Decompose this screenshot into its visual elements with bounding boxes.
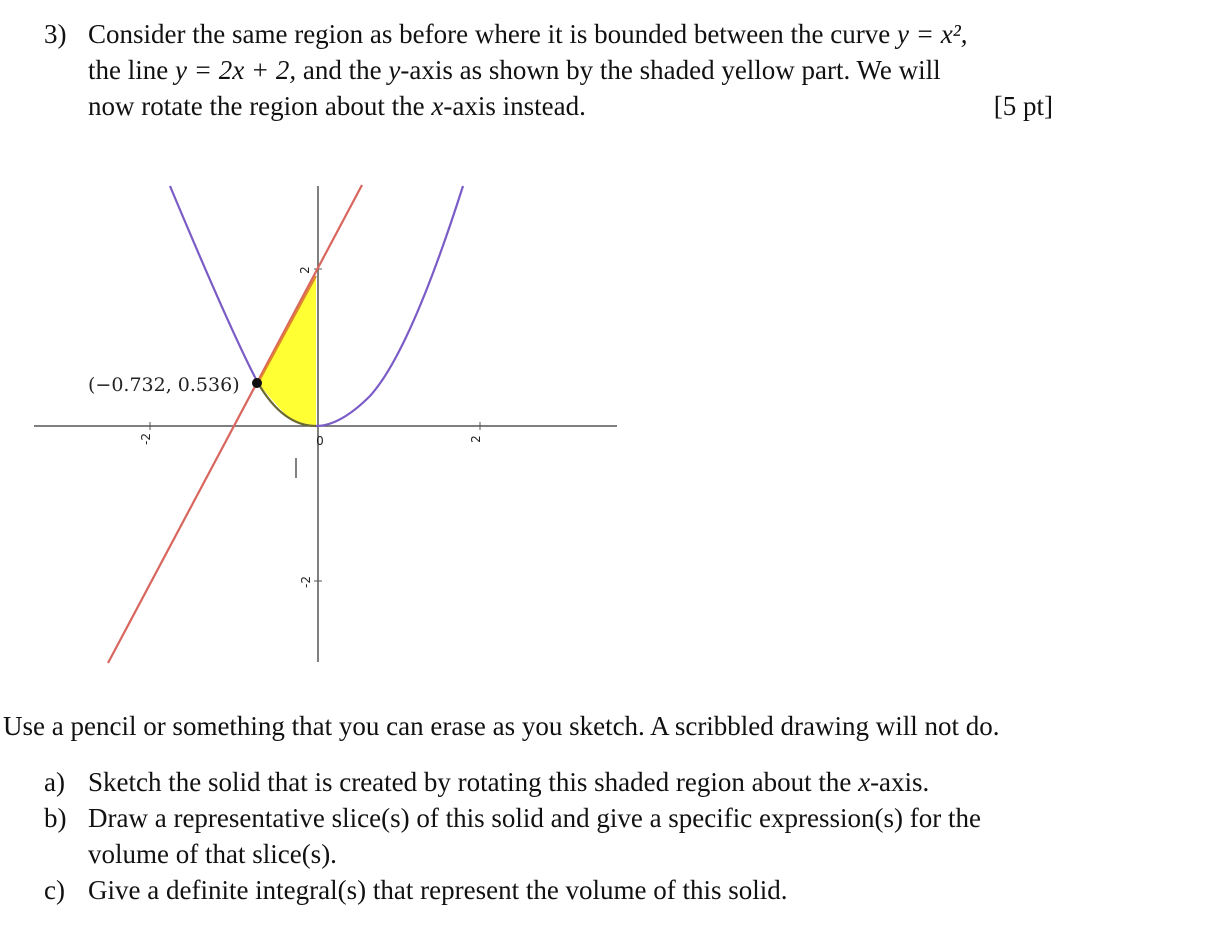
part-text: -axis. [870, 767, 930, 797]
problem-number: 3) [44, 19, 67, 49]
axis-variable: y [388, 55, 401, 85]
x-tick-label: 2 [469, 435, 483, 443]
problem-text: now rotate the region about the [88, 91, 432, 121]
point-value: [5 pt] [993, 91, 1053, 121]
part-label: b) [44, 803, 67, 833]
intersection-point [252, 378, 262, 388]
problem-text: the line [88, 55, 175, 85]
problem-text: and the [296, 55, 389, 85]
part-a-text [88, 764, 929, 800]
part-label: a) [44, 767, 65, 797]
part-b-text-line-2: volume of that slice(s). [88, 839, 337, 869]
curve-equation: y = x², [896, 19, 968, 49]
problem-line-3 [88, 88, 586, 124]
instructions: Use a pencil or something that you can erase as you sketch. A scribbled drawing will not do. [3, 711, 1000, 741]
intersection-label: (−0.732, 0.536) [88, 374, 240, 396]
axis-variable: x [431, 91, 444, 121]
axis-variable: x [858, 767, 871, 797]
line-equation: y = 2x + 2, [174, 55, 297, 85]
problem-line-2 [88, 52, 941, 88]
problem-line-1 [88, 16, 968, 52]
problem-text: Consider the same region as before where it is bounded between the curve [88, 19, 897, 49]
part-b-text-line-1: Draw a representative slice(s) of this solid and give a specific expression(s) for the [88, 803, 981, 833]
part-label: c) [44, 875, 65, 905]
problem-text: -axis as shown by the shaded yellow part. We will [400, 55, 941, 85]
y-tick-label: -2 [299, 576, 313, 588]
y-tick-label: 2 [298, 266, 312, 274]
region-graph [0, 150, 640, 670]
x-tick-label: -2 [139, 433, 153, 445]
line-curve [108, 185, 362, 663]
shaded-region [258, 276, 316, 426]
part-c-text: Give a definite integral(s) that represent the volume of this solid. [88, 875, 788, 905]
part-text: Sketch the solid that is created by rotating this shaded region about the [88, 767, 859, 797]
problem-text: -axis instead. [443, 91, 586, 121]
x-tick-label: 0 [316, 434, 324, 448]
